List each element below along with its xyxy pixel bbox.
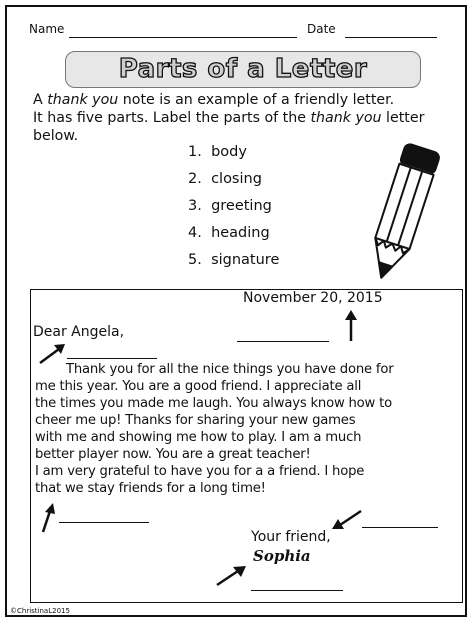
arrow-up-right-icon: [37, 342, 67, 366]
arrow-left-icon: [331, 507, 363, 531]
body-line: Thank you for all the nice things you have done for: [66, 362, 394, 377]
list-item: 4. heading: [188, 225, 270, 241]
pencil-icon: [352, 139, 452, 289]
body-answer-line[interactable]: [59, 522, 149, 523]
list-item: 5. signature: [188, 252, 280, 268]
letter-signature: Sophia: [253, 547, 311, 565]
letter-greeting: Dear Angela,: [33, 324, 125, 340]
letter-closing: Your friend,: [251, 529, 331, 545]
title-banner: [65, 51, 421, 88]
list-item: 2. closing: [188, 171, 262, 187]
name-label: Name: [29, 22, 65, 36]
arrow-up-icon: [343, 309, 359, 343]
intro-line-1: A thank you note is an example of a friendly letter.: [33, 92, 395, 108]
list-item: 1. body: [188, 144, 247, 160]
date-label: Date: [307, 22, 336, 36]
body-line: the times you made me laugh. You always know how to: [35, 396, 392, 411]
letter-date: November 20, 2015: [243, 290, 383, 306]
copyright-text: ©ChristinaL2015: [10, 607, 70, 615]
body-line: I am very grateful to have you for a a friend. I hope: [35, 464, 365, 479]
body-line: better player now. You are a great teacher!: [35, 447, 311, 462]
heading-answer-line[interactable]: [237, 341, 329, 342]
signature-answer-line[interactable]: [251, 590, 343, 591]
closing-answer-line[interactable]: [362, 527, 438, 528]
greeting-answer-line[interactable]: [67, 358, 157, 359]
arrow-right-icon: [214, 564, 248, 588]
arrow-up-icon: [37, 502, 59, 534]
page-title: Parts of a Letter: [118, 54, 368, 84]
body-line: cheer me up! Thanks for sharing your new games: [35, 413, 356, 428]
intro-line-2: It has five parts. Label the parts of the thank you letter: [33, 110, 425, 126]
body-line: that we stay friends for a long time!: [35, 481, 266, 496]
intro-line-3: below.: [33, 128, 79, 144]
name-field[interactable]: [69, 37, 297, 38]
list-item: 3. greeting: [188, 198, 272, 214]
body-line: me this year. You are a good friend. I appreciate all: [35, 379, 362, 394]
worksheet-page: [5, 5, 467, 617]
body-line: with me and showing me how to play. I am a much: [35, 430, 362, 445]
date-field[interactable]: [345, 37, 437, 38]
